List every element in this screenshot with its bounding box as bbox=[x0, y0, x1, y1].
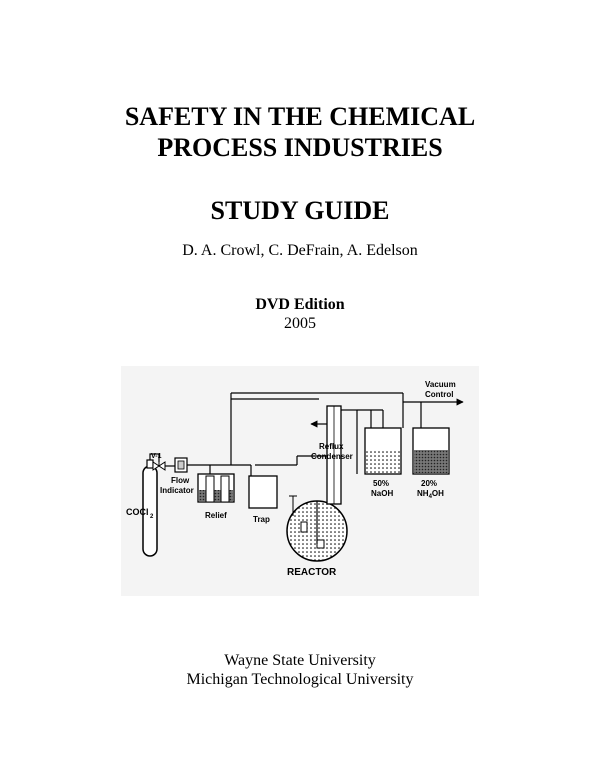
gas-cylinder bbox=[143, 454, 159, 556]
reflux-label-1: Reflux bbox=[319, 442, 344, 451]
valve-label: V-1 bbox=[151, 453, 162, 460]
title-line-2: PROCESS INDUSTRIES bbox=[157, 133, 443, 162]
vacuum-label-2: Control bbox=[425, 390, 454, 399]
nh4oh-label: $NH_4OH$ bbox=[417, 489, 444, 500]
relief-label: Relief bbox=[205, 511, 227, 520]
vacuum-label-1: Vacuum bbox=[425, 380, 456, 389]
nh4oh-percent: 20% bbox=[421, 479, 438, 488]
authors: D. A. Crowl, C. DeFrain, A. Edelson bbox=[182, 242, 418, 259]
trap-label: Trap bbox=[253, 515, 270, 524]
affiliation-1: Wayne State University bbox=[224, 652, 376, 669]
trap-vessel bbox=[249, 476, 277, 508]
year: 2005 bbox=[284, 315, 316, 332]
reactor-label: REACTOR bbox=[287, 567, 337, 578]
naoh-percent: 50% bbox=[373, 479, 390, 488]
process-diagram bbox=[121, 366, 479, 596]
edition: DVD Edition bbox=[255, 296, 345, 313]
flow-indicator-label-1: Flow bbox=[171, 476, 190, 485]
cylinder-label: COCl bbox=[126, 507, 149, 517]
cylinder-subscript: 2 bbox=[150, 514, 154, 520]
affiliation-2: Michigan Technological University bbox=[186, 671, 414, 688]
subtitle: STUDY GUIDE bbox=[210, 196, 390, 225]
naoh-label: NaOH bbox=[371, 489, 394, 498]
flow-indicator-label-2: Indicator bbox=[160, 486, 194, 495]
title-line-1: SAFETY IN THE CHEMICAL bbox=[124, 102, 476, 131]
reflux-label-2: Condenser bbox=[311, 452, 353, 461]
